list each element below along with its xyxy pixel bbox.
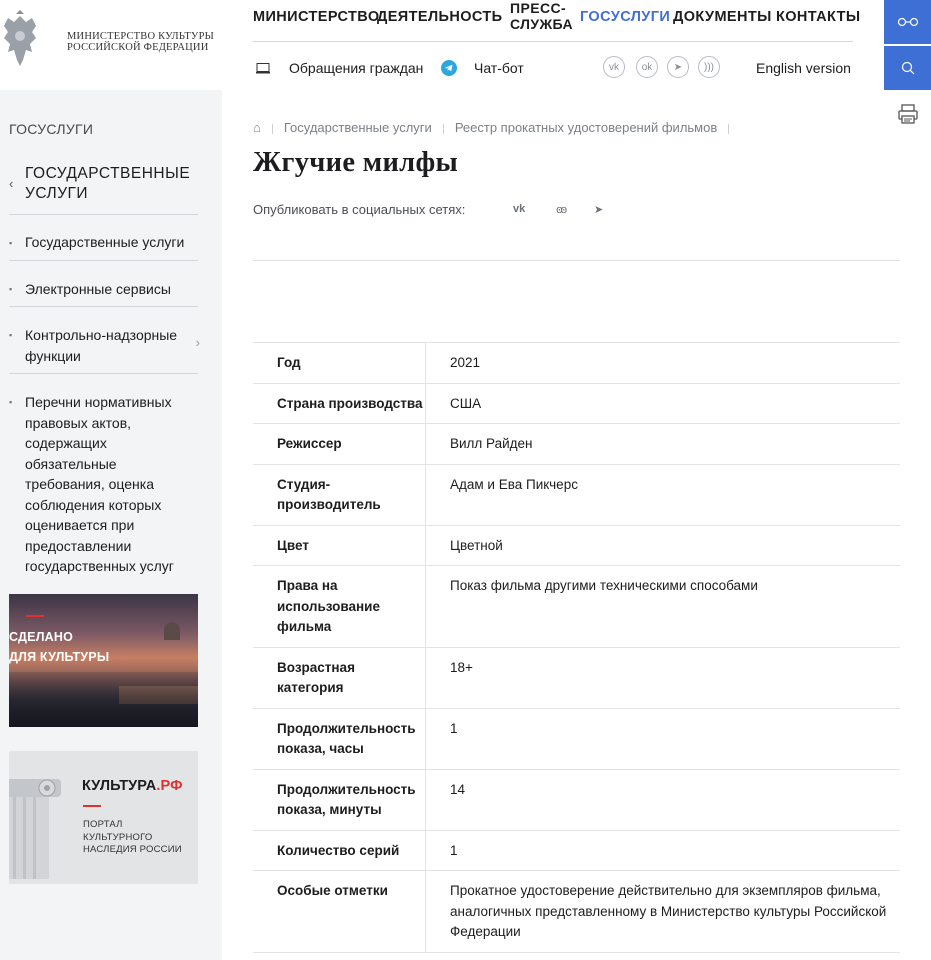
table-row bbox=[253, 770, 900, 831]
banner-subtitle-line3: НАСЛЕДИЯ РОССИИ bbox=[83, 844, 182, 855]
nav-ministry[interactable]: МИНИСТЕРСТВО bbox=[253, 9, 380, 25]
table-row bbox=[253, 831, 900, 872]
banner-kultura-rf[interactable] bbox=[9, 751, 198, 884]
main-navigation bbox=[253, 0, 861, 42]
sidebar-item-label: Государственные услуги bbox=[25, 234, 185, 250]
detail-key: Страна производства bbox=[253, 384, 426, 424]
detail-key: Год bbox=[253, 343, 426, 383]
odnoklassniki-icon[interactable]: ok bbox=[636, 56, 658, 78]
breadcrumb-separator bbox=[443, 124, 444, 134]
detail-value: 2021 bbox=[450, 355, 481, 370]
glasses-icon bbox=[897, 17, 919, 27]
nav-documents[interactable]: ДОКУМЕНТЫ bbox=[673, 9, 772, 25]
search-button[interactable] bbox=[884, 46, 931, 90]
column-capital-icon bbox=[9, 779, 61, 879]
detail-key: Количество серий bbox=[253, 831, 426, 871]
sidebar-item-label: Электронные сервисы bbox=[25, 280, 171, 297]
breadcrumb-film-registry[interactable]: Реестр прокатных удостоверений фильмов bbox=[454, 120, 718, 135]
print-icon[interactable] bbox=[897, 103, 919, 125]
vk-icon[interactable]: vk bbox=[603, 56, 625, 78]
odnoklassniki-share-icon[interactable]: ꙭ bbox=[556, 204, 568, 216]
bullet-icon: ▪ bbox=[9, 238, 13, 248]
detail-value: Прокатное удостоверение действительно для экземпляров фильма, аналогичных представленному в Министерство культуры Российской Федерации bbox=[450, 883, 887, 939]
detail-value: 1 bbox=[450, 842, 458, 858]
banner-made-for-culture[interactable] bbox=[9, 594, 198, 727]
detail-key: Цвет bbox=[253, 526, 426, 566]
ministry-logo[interactable] bbox=[0, 0, 222, 90]
table-row bbox=[253, 465, 900, 526]
brand-suffix: .РФ bbox=[156, 778, 183, 794]
table-row bbox=[253, 709, 900, 770]
banner-subtitle-line2: КУЛЬТУРНОГО bbox=[83, 831, 153, 843]
detail-key: Возрастная категория bbox=[253, 648, 426, 708]
detail-key: Особые отметки bbox=[253, 871, 426, 952]
chevron-left-icon: ‹ bbox=[9, 176, 14, 191]
ministry-name-line2: РОССИЙСКОЙ ФЕДЕРАЦИИ bbox=[67, 42, 209, 53]
citizens-appeals-link[interactable]: Обращения граждан bbox=[289, 60, 424, 76]
sidebar-item-gov-services[interactable] bbox=[9, 214, 198, 260]
detail-value: Вилл Райден bbox=[450, 436, 533, 451]
bullet-icon: ▪ bbox=[9, 330, 13, 340]
detail-key: Режиссер bbox=[253, 424, 426, 464]
table-row bbox=[253, 871, 900, 953]
table-row bbox=[253, 526, 900, 567]
nav-activity[interactable]: ДЕЯТЕЛЬНОСТЬ bbox=[377, 9, 503, 25]
bullet-icon: ▪ bbox=[9, 283, 13, 294]
film-details-table bbox=[253, 342, 900, 953]
banner-title-line1: СДЕЛАНО bbox=[9, 630, 74, 644]
sidebar bbox=[0, 0, 222, 960]
sidebar-item-label: Контрольно-надзорные функции bbox=[25, 327, 178, 364]
sidebar-parent-label: ГОСУДАРСТВЕННЫЕ УСЛУГИ bbox=[25, 165, 191, 202]
detail-value: США bbox=[450, 395, 482, 411]
banner-title-line2: ДЛЯ КУЛЬТУРЫ bbox=[9, 650, 110, 664]
breadcrumb-gov-services[interactable]: Государственные услуги bbox=[283, 120, 432, 135]
table-row bbox=[253, 384, 900, 425]
table-row bbox=[253, 566, 900, 648]
detail-value: 18+ bbox=[450, 659, 473, 675]
utility-bar bbox=[253, 50, 853, 84]
nav-press-service[interactable] bbox=[510, 0, 573, 32]
monitor-icon bbox=[256, 63, 270, 74]
breadcrumb bbox=[253, 120, 740, 135]
detail-value: Показ фильма другими техническими способами bbox=[450, 578, 758, 593]
banner-accent-line bbox=[26, 615, 44, 617]
nav-press-line1: ПРЕСС- bbox=[510, 0, 567, 16]
nav-press-line2: СЛУЖБА bbox=[510, 16, 573, 32]
brand-name: КУЛЬТУРА bbox=[82, 778, 157, 794]
sidebar-heading: ГОСУСЛУГИ bbox=[9, 121, 94, 137]
sidebar-item-regulatory-acts[interactable] bbox=[9, 373, 198, 584]
table-row bbox=[253, 648, 900, 709]
breadcrumb-separator bbox=[272, 124, 273, 134]
sidebar-item-label: Перечни нормативных правовых актов, содержащих обязательные требования, оценка соблюдения которых оценивается при предоставлении государственных услуг bbox=[25, 394, 174, 574]
telegram-share-icon[interactable]: ➤ bbox=[594, 204, 604, 216]
content-divider bbox=[253, 260, 900, 261]
detail-value: Цветной bbox=[450, 537, 503, 553]
sidebar-parent-link[interactable] bbox=[9, 164, 199, 204]
table-row bbox=[253, 424, 900, 465]
kultura-rf-brand bbox=[82, 778, 183, 794]
rss-icon[interactable]: ))) bbox=[698, 56, 720, 78]
ministry-name-line1: МИНИСТЕРСТВО КУЛЬТУРЫ bbox=[67, 31, 214, 42]
detail-value: 1 bbox=[450, 720, 458, 736]
sidebar-item-e-services[interactable] bbox=[9, 260, 198, 307]
nav-gosuslugi[interactable]: ГОСУСЛУГИ bbox=[580, 9, 671, 25]
table-row bbox=[253, 343, 900, 384]
detail-key: Студия-производитель bbox=[253, 465, 426, 525]
detail-key: Права на использование фильма bbox=[253, 566, 426, 647]
chat-bot-link[interactable]: Чат-бот bbox=[474, 60, 524, 76]
telegram-icon[interactable] bbox=[441, 60, 457, 76]
detail-value: Адам и Ева Пикчерс bbox=[450, 476, 578, 492]
breadcrumb-separator bbox=[728, 124, 729, 134]
banner-title bbox=[9, 627, 109, 667]
page-title: Жгучие милфы bbox=[253, 147, 459, 178]
search-icon bbox=[901, 61, 915, 75]
banner-subtitle-line1: ПОРТАЛ bbox=[83, 819, 123, 830]
banner-city-shape bbox=[9, 672, 198, 727]
english-version-link[interactable]: English version bbox=[756, 60, 851, 76]
nav-contacts[interactable]: КОНТАКТЫ bbox=[776, 9, 861, 25]
banner-subtitle bbox=[83, 819, 182, 857]
ministry-name bbox=[67, 31, 214, 53]
accessibility-button[interactable] bbox=[884, 0, 931, 44]
sidebar-item-control-functions[interactable] bbox=[9, 306, 198, 373]
banner-accent-line bbox=[83, 805, 101, 807]
chevron-right-icon: › bbox=[195, 335, 200, 350]
share-label: Опубликовать в социальных сетях: bbox=[253, 202, 466, 217]
detail-key: Продолжительность показа, минуты bbox=[253, 770, 426, 830]
coat-of-arms-icon bbox=[0, 10, 40, 70]
detail-key: Продолжительность показа, часы bbox=[253, 709, 426, 769]
detail-value: 14 bbox=[450, 781, 466, 797]
banner-cathedral-shape bbox=[164, 622, 180, 640]
sidebar-menu bbox=[9, 214, 198, 584]
telegram-circle-icon[interactable]: ➤ bbox=[667, 56, 689, 78]
vk-share-icon[interactable]: vk bbox=[513, 203, 526, 215]
bullet-icon: ▪ bbox=[9, 397, 13, 407]
home-icon[interactable]: ⌂ bbox=[253, 120, 261, 135]
